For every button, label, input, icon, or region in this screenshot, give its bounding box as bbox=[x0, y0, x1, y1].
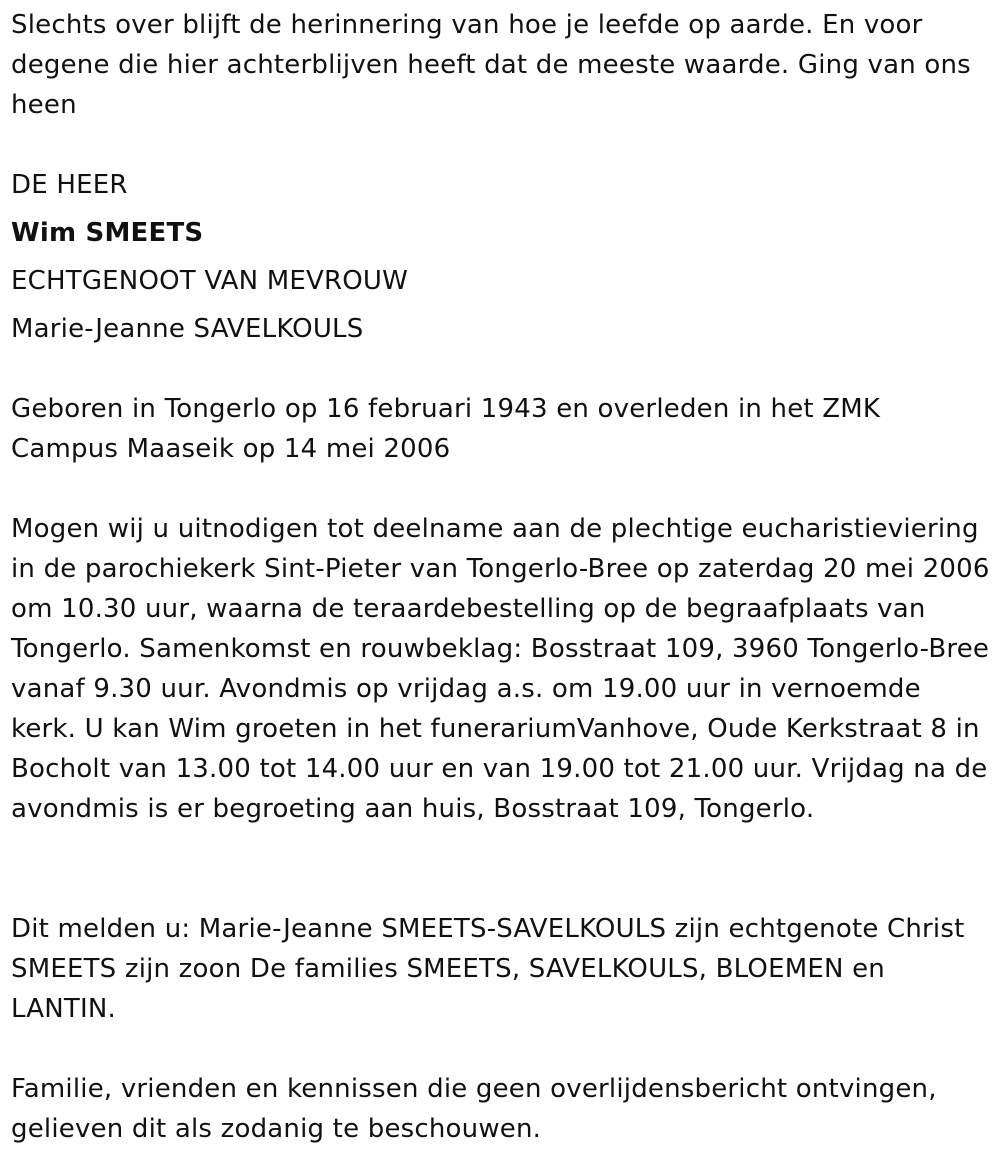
deceased-name: Wim SMEETS bbox=[11, 218, 204, 248]
spouse-name: Marie-Jeanne SAVELKOULS bbox=[11, 314, 364, 344]
spouse-prefix: ECHTGENOOT VAN MEVROUW bbox=[11, 266, 409, 296]
announcers-paragraph: Dit melden u: Marie-Jeanne SMEETS-SAVELKOULS zijn echtgenote Christ SMEETS zijn zoon De families SMEETS, SAVELKOULS, BLOEMEN en LANTIN. bbox=[11, 914, 965, 1024]
intro-paragraph: Slechts over blijft de herinnering van hoe je leefde op aarde. En voor degene die hier achterblijven heeft dat de meeste waarde. Ging van ons heen bbox=[11, 10, 971, 120]
ceremony-paragraph: Mogen wij u uitnodigen tot deelname aan de plechtige eucharistieviering in de parochiekerk Sint-Pieter van Tongerlo-Bree op zaterdag 20 mei 2006 om 10.30 uur, waarna de teraardebestelling op de begraafplaats van Tongerlo. Samenkomst en rouwbeklag: Bosstraat 109, 3960 Tongerlo-Bree vanaf 9.30 uur. Avondmis op vrijdag a.s. om 19.00 uur in vernoemde kerk. U kan Wim groeten in het funerariumVanhove, Oude Kerkstraat 8 in Bocholt van 13.00 tot 14.00 uur en van 19.00 tot 21.00 uur. Vrijdag na de avondmis is er begroeting aan huis, Bosstraat 109, Tongerlo. bbox=[11, 514, 990, 824]
birth-death-paragraph: Geboren in Tongerlo op 16 februari 1943 en overleden in het ZMK Campus Maaseik op 14 mei 2006 bbox=[11, 394, 881, 464]
title-prefix: DE HEER bbox=[11, 170, 128, 200]
closing-paragraph: Familie, vrienden en kennissen die geen overlijdensbericht ontvingen, gelieven dit als zodanig te beschouwen. bbox=[11, 1074, 937, 1144]
